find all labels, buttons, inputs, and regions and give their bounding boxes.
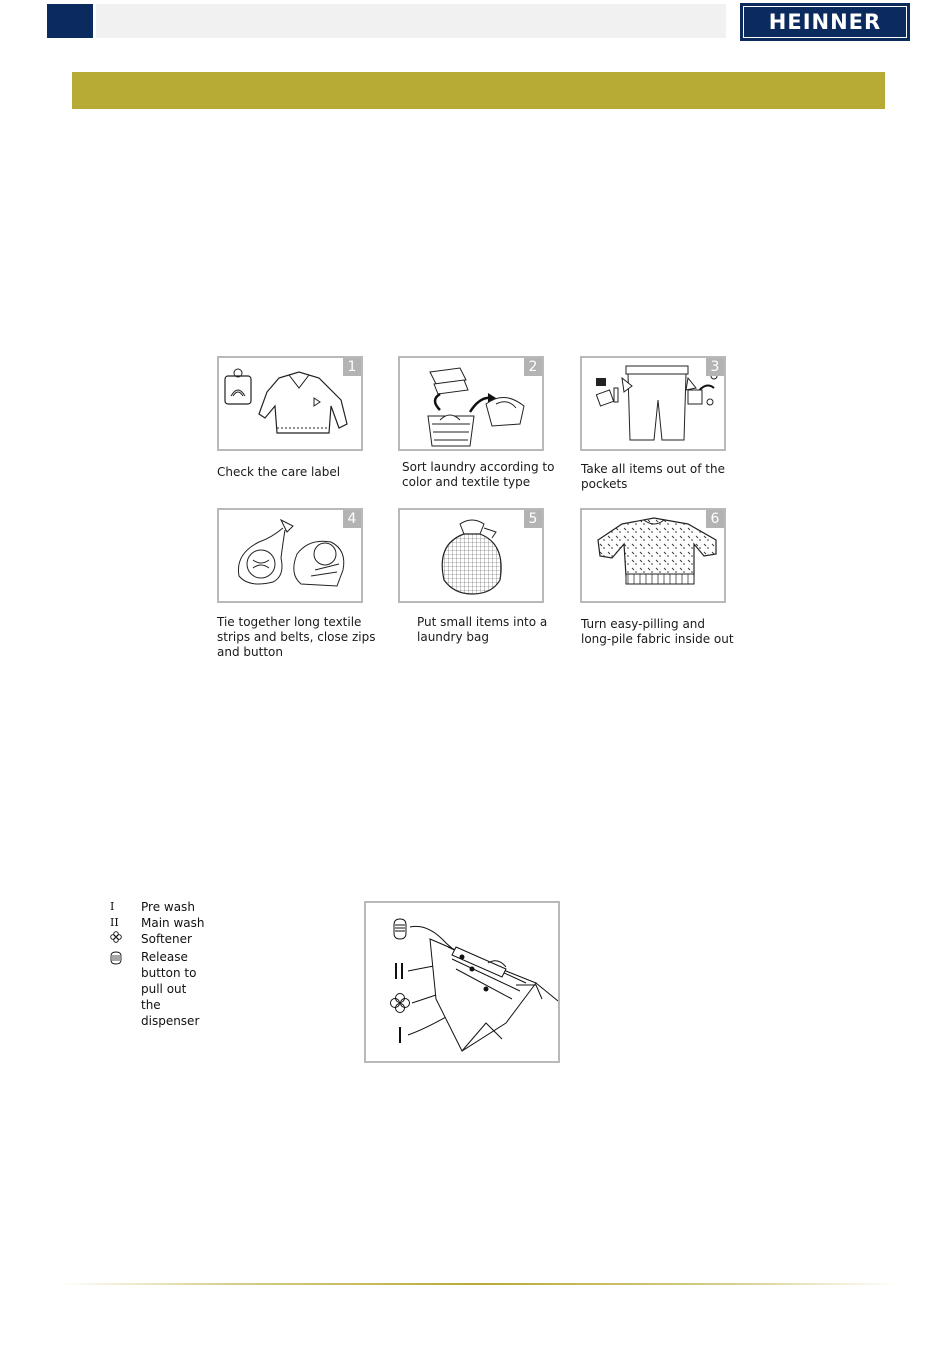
step-3-illustration [580, 356, 726, 451]
mainwash-symbol: II [110, 916, 119, 929]
step-number: 5 [524, 510, 542, 528]
step-6-caption: Turn easy-pilling and long-pile fabric inside out [581, 617, 734, 646]
softener-flower-icon [110, 931, 126, 948]
step-2-illustration [398, 356, 544, 451]
step-number: 6 [706, 510, 724, 528]
legend-label: Main wash [141, 916, 205, 930]
step-number: 3 [706, 358, 724, 376]
step-6-illustration [580, 508, 726, 603]
header-accent-block [47, 4, 93, 38]
step-4-illustration [217, 508, 363, 603]
legend-label: Softener [141, 932, 192, 946]
legend-label: Release button to pull out the dispenser [141, 950, 200, 1028]
step-number: 4 [343, 510, 361, 528]
step-3-caption: Take all items out of the pockets [581, 462, 725, 491]
section-title-bar [72, 72, 885, 109]
step-1-caption: Check the care label [217, 465, 341, 479]
brand-logo: HEINNER [740, 3, 910, 41]
step-2-caption: Sort laundry according to color and textile type [402, 460, 555, 489]
header-bar [96, 4, 726, 38]
step-1-illustration [217, 356, 363, 451]
step-5-caption: Put small items into a laundry bag [417, 615, 548, 644]
step-5-illustration [398, 508, 544, 603]
release-button-icon [110, 949, 126, 970]
prewash-symbol: I [110, 900, 115, 913]
step-number: 2 [524, 358, 542, 376]
step-number: 1 [343, 358, 361, 376]
step-4-caption: Tie together long textile strips and belts, close zips and button [217, 615, 376, 659]
detergent-drawer-icon [366, 903, 558, 1061]
legend-label: Pre wash [141, 900, 195, 914]
footer-divider [60, 1283, 898, 1285]
dispenser-diagram [364, 901, 560, 1063]
